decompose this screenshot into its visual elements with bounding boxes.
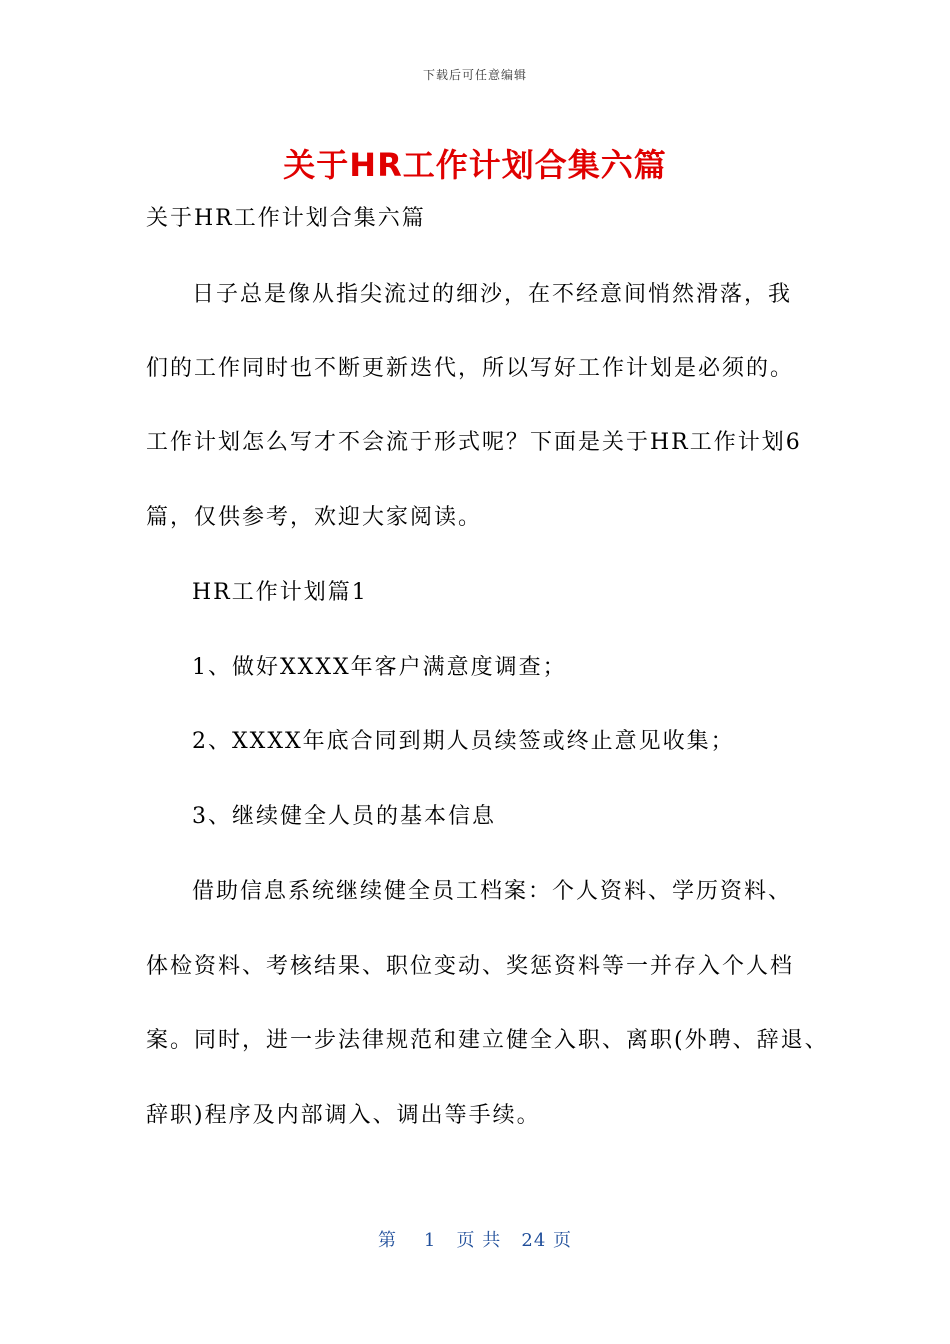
- paragraph-line: 辞职)程序及内部调入、调出等手续。: [146, 1103, 541, 1128]
- paragraph-line: 借助信息系统继续健全员工档案：个人资料、学历资料、: [192, 879, 793, 904]
- subtitle-line: 关于HR工作计划合集六篇: [146, 206, 426, 231]
- page-footer: [0, 1226, 950, 1252]
- list-item: 3、继续健全人员的基本信息: [192, 804, 496, 829]
- page-middle: 页 共: [456, 1230, 502, 1251]
- section-heading: HR工作计划篇1: [192, 580, 368, 605]
- paragraph-line: 案。同时，进一步法律规范和建立健全入职、离职(外聘、辞退、: [146, 1028, 829, 1053]
- list-item: 2、XXXX年底合同到期人员续签或终止意见收集；: [192, 729, 735, 754]
- header-note: 下载后可任意编辑: [422, 68, 527, 82]
- paragraph-line: 工作计划怎么写才不会流于形式呢？下面是关于HR工作计划6: [146, 430, 802, 455]
- page-current: 1: [423, 1230, 437, 1251]
- paragraph-line: 日子总是像从指尖流过的细沙，在不经意间悄然滑落，我: [192, 282, 793, 307]
- list-item: 1、做好XXXX年客户满意度调查；: [192, 655, 567, 680]
- paragraph-line: 篇，仅供参考，欢迎大家阅读。: [146, 505, 483, 530]
- page-total: 24: [521, 1230, 547, 1251]
- paragraph-line: 们的工作同时也不断更新迭代，所以写好工作计划是必须的。: [146, 356, 795, 381]
- paragraph-line: 体检资料、考核结果、职位变动、奖惩资料等一并存入个人档: [146, 954, 795, 979]
- document-title: 关于HR工作计划合集六篇: [283, 146, 667, 184]
- page-prefix: 第: [377, 1230, 397, 1251]
- page-suffix: 页: [553, 1230, 573, 1251]
